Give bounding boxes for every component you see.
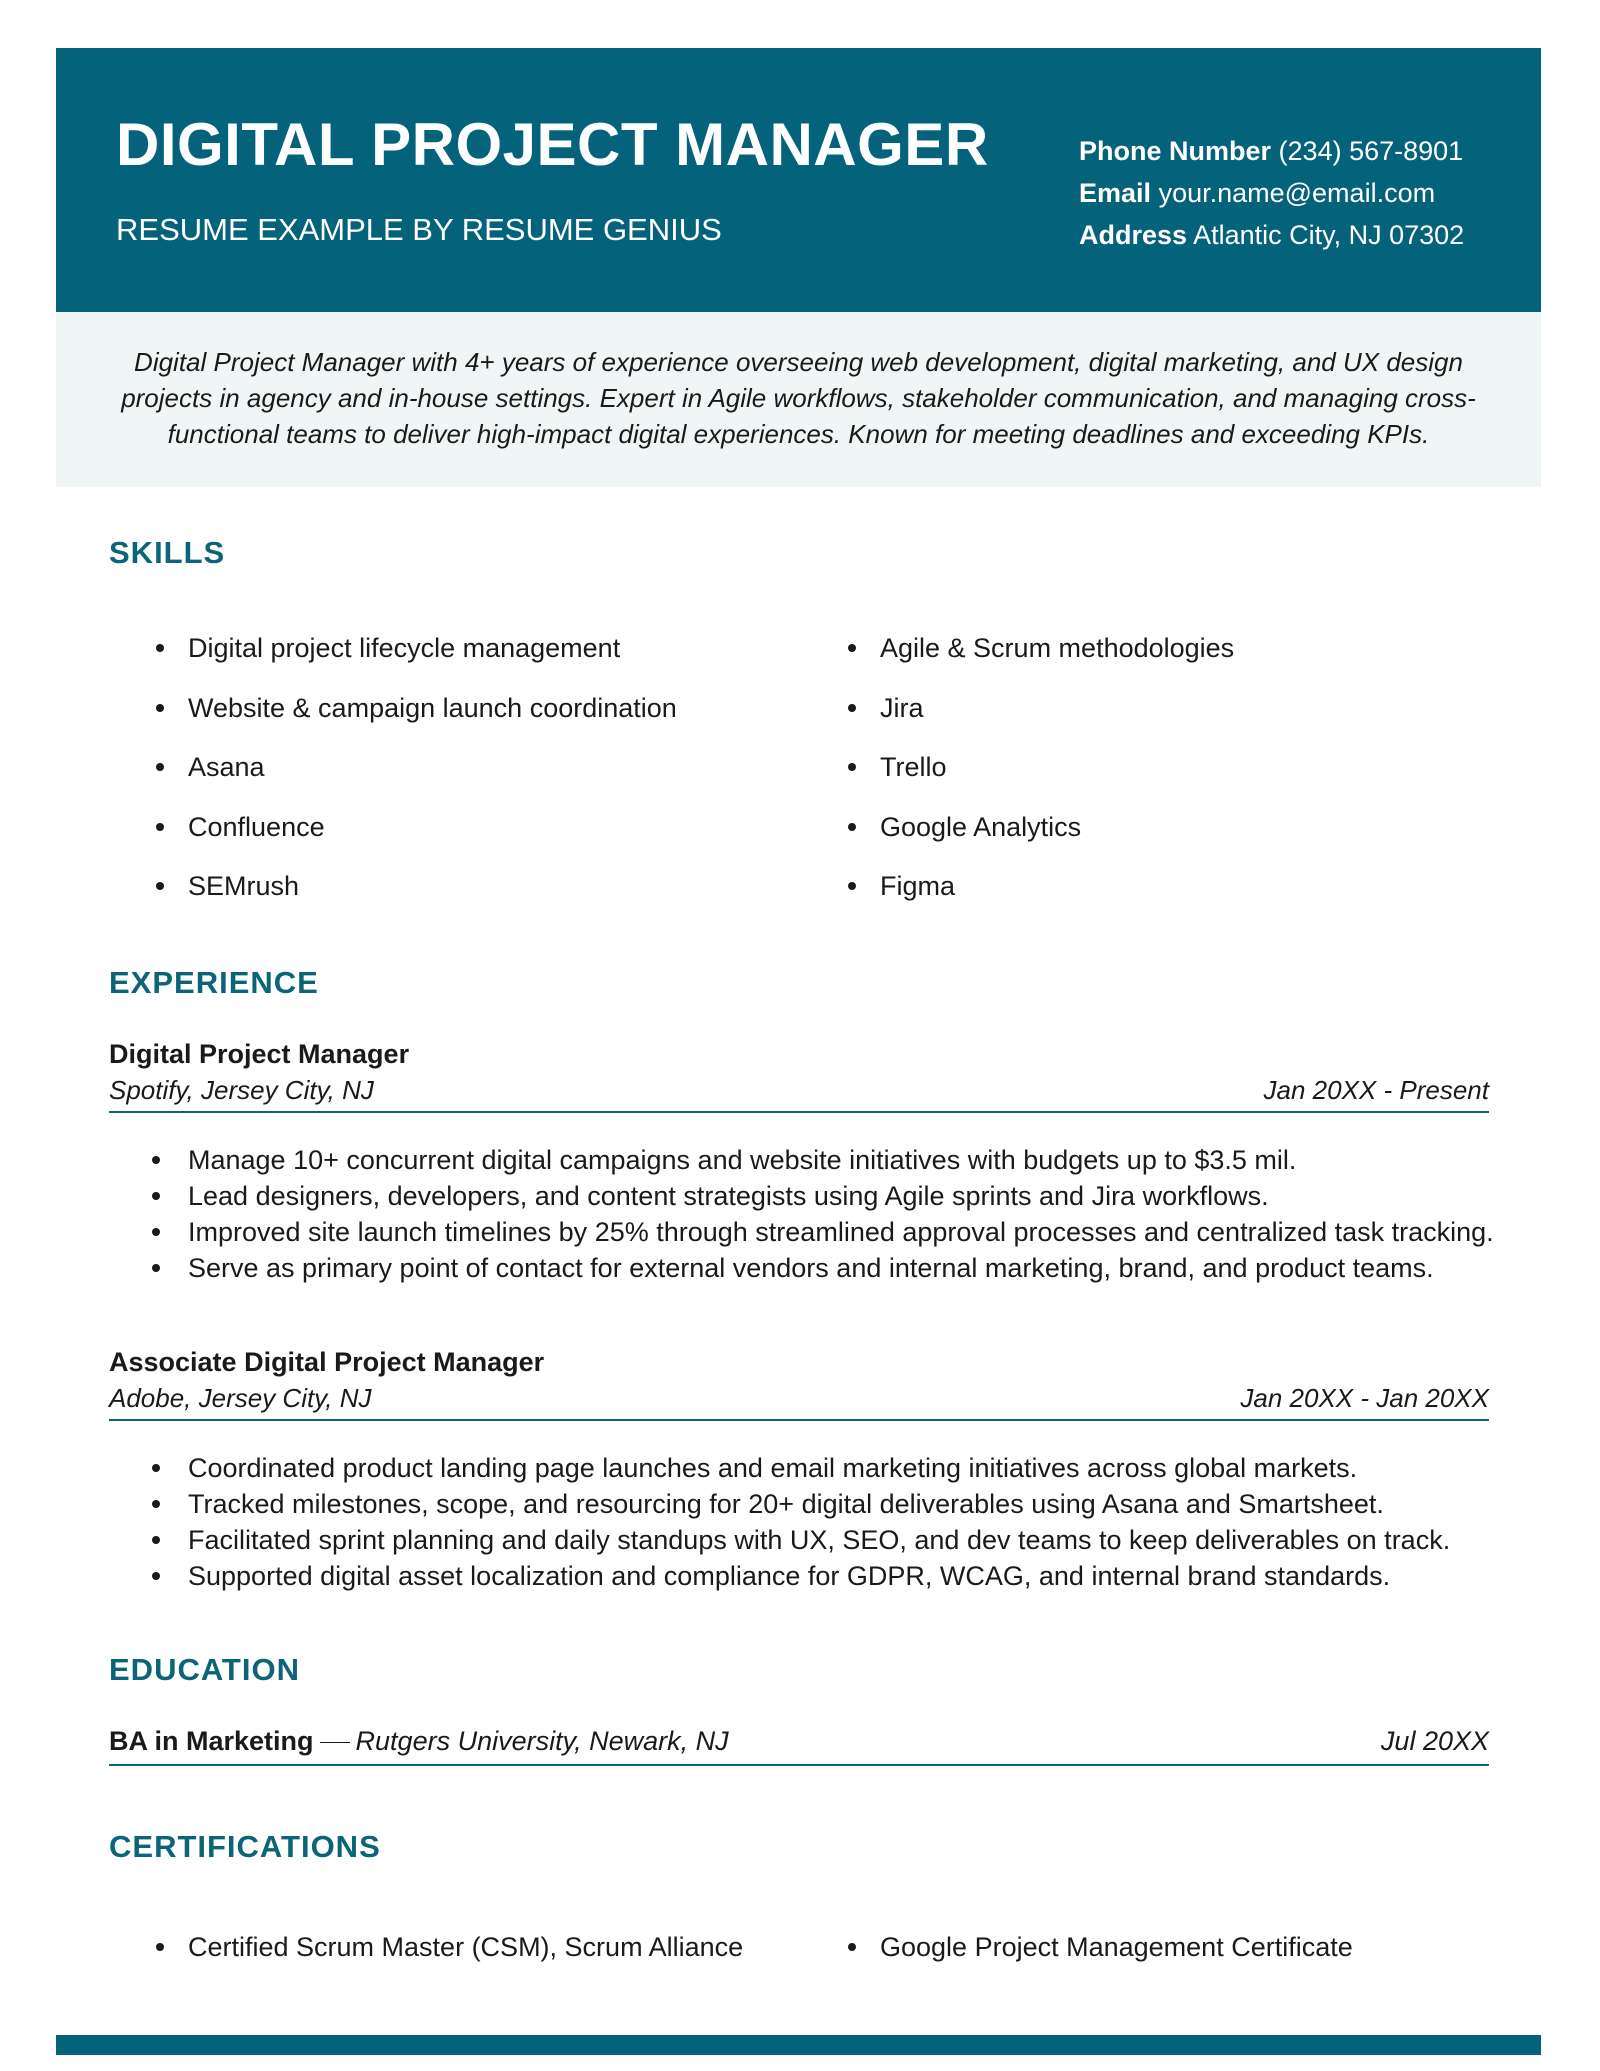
footer-bar: [56, 2035, 1541, 2055]
bullet-icon: [152, 1264, 160, 1272]
bullet-icon: [848, 644, 856, 652]
certifications-heading: CERTIFICATIONS: [109, 1829, 381, 1864]
dash-separator: [320, 1742, 350, 1743]
skill-item: Website & campaign launch coordination: [188, 691, 677, 751]
education-heading: EDUCATION: [109, 1652, 300, 1687]
bullet-icon: [848, 882, 856, 890]
skill-item: Figma: [880, 869, 1234, 929]
skill-item: Asana: [188, 750, 677, 810]
bullet-icon: [152, 1464, 160, 1472]
duty-item: Facilitated sprint planning and daily standups with UX, SEO, and dev teams to keep deliverables on track.: [188, 1522, 1508, 1558]
certification-item: Certified Scrum Master (CSM), Scrum Alliance: [188, 1930, 743, 1990]
bullet-icon: [156, 704, 164, 712]
skill-item: Google Analytics: [880, 810, 1234, 870]
skill-item: Jira: [880, 691, 1234, 751]
job-company: Spotify, Jersey City, NJ: [109, 1075, 374, 1105]
education-entry: [109, 1726, 1489, 1766]
address-value: Atlantic City, NJ 07302: [1193, 220, 1465, 250]
bullet-icon: [152, 1156, 160, 1164]
job-meta-line: [109, 1075, 1489, 1113]
duty-item: Coordinated product landing page launches and email marketing initiatives across global markets.: [188, 1450, 1508, 1486]
candidate-name: DIGITAL PROJECT MANAGER: [116, 111, 989, 178]
job-duties: [188, 1142, 1508, 1286]
school: Rutgers University, Newark, NJ: [355, 1726, 729, 1756]
contact-block: [1079, 130, 1464, 256]
duty-item: Serve as primary point of contact for external vendors and internal marketing, brand, and product teams.: [188, 1250, 1508, 1286]
phone-value: (234) 567-8901: [1278, 136, 1464, 166]
skill-item: SEMrush: [188, 869, 677, 929]
job-duties: [188, 1450, 1508, 1594]
education-date: Jul 20XX: [1380, 1726, 1489, 1756]
bullet-icon: [152, 1192, 160, 1200]
skills-list-right: [880, 631, 1234, 929]
bullet-icon: [152, 1536, 160, 1544]
job-dates: Jan 20XX - Jan 20XX: [1240, 1383, 1489, 1413]
bullet-icon: [152, 1500, 160, 1508]
certification-item: Google Project Management Certificate: [880, 1930, 1353, 1990]
bullet-icon: [848, 763, 856, 771]
bullet-icon: [156, 882, 164, 890]
summary-text: Digital Project Manager with 4+ years of experience overseeing web development, digital marketing, and UX design projects in agency and in-house settings. Expert in Agile workflows, stakeholder communication, and managing cross-functional teams to deliver high-impact digital experiences. Known for meeting deadlines and exceeding KPIs.: [121, 347, 1476, 449]
bullet-icon: [152, 1228, 160, 1236]
certifications-list-left: [188, 1930, 743, 1990]
duty-item: Lead designers, developers, and content strategists using Agile sprints and Jira workflows.: [188, 1178, 1508, 1214]
job-title: Digital Project Manager: [109, 1039, 410, 1069]
job-dates: Jan 20XX - Present: [1263, 1075, 1489, 1105]
skill-item: Confluence: [188, 810, 677, 870]
job-company: Adobe, Jersey City, NJ: [109, 1383, 372, 1413]
summary-box: [56, 312, 1541, 487]
duty-item: Manage 10+ concurrent digital campaigns and website initiatives with budgets up to $3.5 mil.: [188, 1142, 1508, 1178]
email-label: Email: [1079, 178, 1152, 208]
bullet-icon: [152, 1572, 160, 1580]
bullet-icon: [848, 823, 856, 831]
duty-item: Tracked milestones, scope, and resourcing for 20+ digital deliverables using Asana and Smartsheet.: [188, 1486, 1508, 1522]
skill-item: Trello: [880, 750, 1234, 810]
bullet-icon: [848, 704, 856, 712]
bullet-icon: [156, 1943, 164, 1951]
bullet-icon: [156, 823, 164, 831]
email-value: your.name@email.com: [1158, 178, 1436, 208]
job-meta-line: [109, 1383, 1489, 1421]
contact-email: [1079, 172, 1464, 214]
job-title: Associate Digital Project Manager: [109, 1347, 545, 1377]
skill-item: Agile & Scrum methodologies: [880, 631, 1234, 691]
contact-address: [1079, 214, 1464, 256]
skill-item: Digital project lifecycle management: [188, 631, 677, 691]
phone-label: Phone Number: [1079, 136, 1272, 166]
skills-heading: SKILLS: [109, 535, 226, 570]
address-label: Address: [1079, 220, 1188, 250]
certifications-list-right: [880, 1930, 1353, 1990]
bullet-icon: [156, 763, 164, 771]
degree: BA in Marketing: [109, 1726, 314, 1756]
resume-subtitle: RESUME EXAMPLE BY RESUME GENIUS: [116, 212, 722, 247]
duty-item: Improved site launch timelines by 25% through streamlined approval processes and centralized task tracking.: [188, 1214, 1508, 1250]
contact-phone: [1079, 130, 1464, 172]
experience-heading: EXPERIENCE: [109, 965, 319, 1000]
skills-list-left: [188, 631, 677, 929]
bullet-icon: [848, 1943, 856, 1951]
bullet-icon: [156, 644, 164, 652]
duty-item: Supported digital asset localization and compliance for GDPR, WCAG, and internal brand standards.: [188, 1558, 1508, 1594]
resume-header: [56, 48, 1541, 312]
